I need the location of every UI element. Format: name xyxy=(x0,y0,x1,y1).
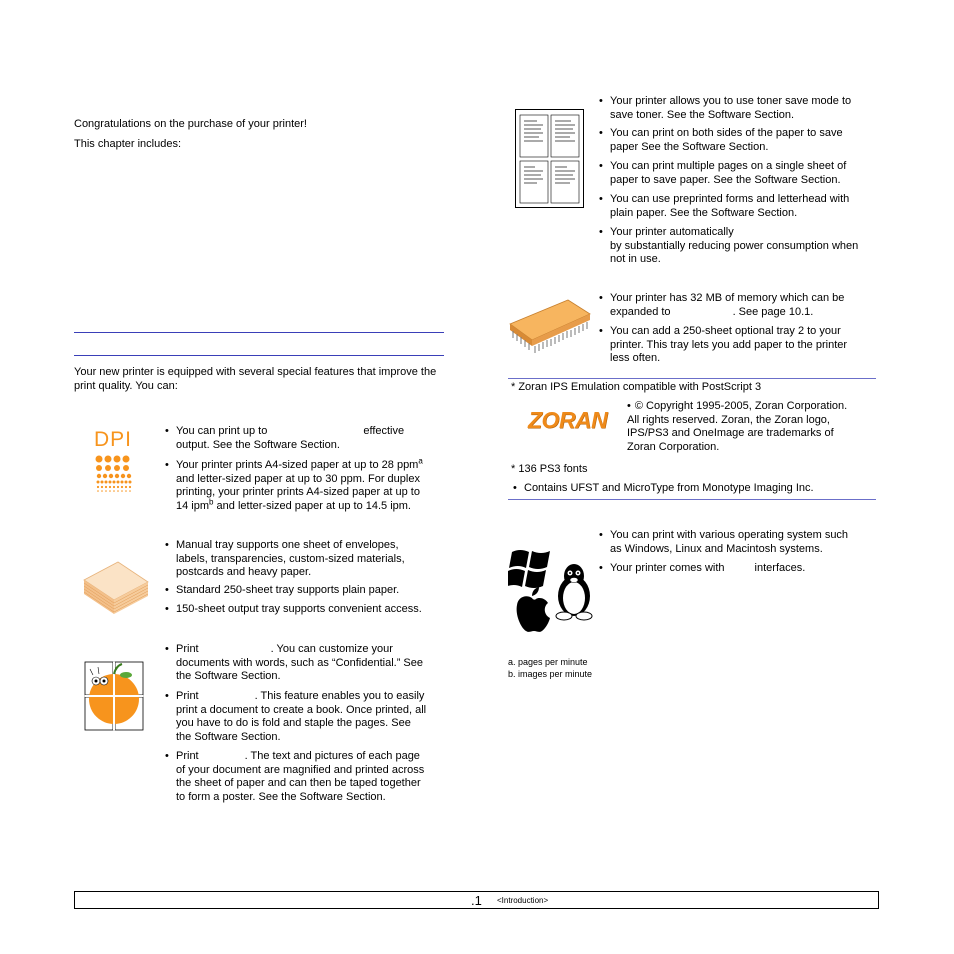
docs-b2-line4: the Software Section. xyxy=(176,730,281,743)
save-b3-line1: You can print multiple pages on a single sheet of xyxy=(610,160,847,172)
ps3-fonts-text: * 136 PS3 fonts xyxy=(511,463,588,475)
features-intro-text: Your new printer is equipped with several special features that improve the print quality. You can: xyxy=(74,366,437,392)
save-b3-line2: paper to save paper. See the Software Section. xyxy=(610,173,841,186)
memory-b1-line2b: . See page 10.1. xyxy=(732,305,814,318)
paper-b2-text: Standard 250-sheet tray supports plain paper. xyxy=(176,584,400,596)
save-b5-line1: Your printer automatically xyxy=(610,226,734,238)
speed-b1-post: effective xyxy=(363,425,405,437)
zoran-copy-line3: IPS/PS3 and OneImage are trademarks of xyxy=(627,427,834,440)
ufst-bullet: • Contains UFST and MicroType from Monotype Imaging Inc. xyxy=(524,482,876,496)
speed-bullet-2: • Your printer prints A4-sized paper at up to 28 ppm$^a$ and letter-sized paper at up to 30 ppm. For duplex printing, your printer prints A4-sized paper at up to 14 ipm$^b$ and letter-sized paper at up to 14.5 ipm. xyxy=(176,459,446,513)
paper-b1-line2: labels, transparencies, custom-sized materials, xyxy=(176,552,405,565)
memory-b2-line2: printer. This tray lets you add paper to the printer xyxy=(610,338,848,351)
memory-chip-icon xyxy=(508,294,592,356)
footnote-b: b. images per minute xyxy=(508,669,593,679)
dpi-label: DPI xyxy=(94,428,133,451)
ufst-text: Contains UFST and MicroType from Monotype Imaging Inc. xyxy=(524,482,814,494)
save-b1-line2: save toner. See the Software Section. xyxy=(610,108,795,121)
paper-bullet-2: • Standard 250-sheet tray supports plain paper. xyxy=(176,584,446,598)
speed-bullet-1: • You can print up to effective output. See the Software Section. xyxy=(176,425,446,452)
memory-bullet-1: • Your printer has 32 MB of memory which can be expanded to . See page 10.1. xyxy=(610,292,880,319)
speed-b1-pre: You can print up to xyxy=(176,425,268,437)
memory-b2-line3: less often. xyxy=(610,352,661,365)
docs-bullet-1: • Print . You can customize your documents with words, such as “Confidential.” See the Software Section. xyxy=(176,643,448,684)
page-footer xyxy=(74,891,879,909)
save-b1-line1: Your printer allows you to use toner save mode to xyxy=(610,95,852,107)
save-bullet-5: • Your printer automatically by substantially reducing power consumption when not in use. xyxy=(610,226,880,267)
memory-b2-line1: You can add a 250-sheet optional tray 2 to your xyxy=(610,325,841,337)
speed-b2-line4a: 14 ipm xyxy=(176,499,210,512)
congrats-text: Congratulations on the purchase of your printer! xyxy=(74,118,307,130)
zoran-logo-text: ZORAN xyxy=(528,407,608,433)
docs-b1-post: . You can customize your xyxy=(270,643,393,655)
section-rule-bottom xyxy=(74,355,444,356)
os-logos-icon xyxy=(508,546,598,634)
docs-b2-line2: print a document to create a book. Once printed, all xyxy=(176,703,427,716)
linux-tux-icon xyxy=(556,564,592,620)
memory-b1-line1: Your printer has 32 MB of memory which can be xyxy=(610,292,845,304)
docs-b2-post: . This feature enables you to easily xyxy=(254,690,425,702)
dpi-icon xyxy=(94,429,136,493)
paper-b3-text: 150-sheet output tray supports convenient access. xyxy=(176,603,422,615)
save-b2-line1: You can print on both sides of the paper to save xyxy=(610,127,843,139)
zoran-copy-line2: All rights reserved. Zoran, the Zoran logo, xyxy=(627,413,830,426)
docs-b2-line3: you have to do is fold and staple the pages. See xyxy=(176,717,411,730)
docs-b1-pre: Print xyxy=(176,643,199,655)
windows-logo-icon xyxy=(508,550,550,588)
apple-logo-icon xyxy=(517,587,550,632)
memory-b1-line2a: expanded to xyxy=(610,305,671,318)
docs-b1-line3: the Software Section. xyxy=(176,670,281,683)
save-bullet-3: • You can print multiple pages on a single sheet of paper to save paper. See the Software Section. xyxy=(610,160,880,187)
page-number: .1 xyxy=(471,893,482,908)
speed-b2-line4b: and letter-sized paper at up to 14.5 ipm. xyxy=(213,499,411,512)
save-b2-line2: paper See the Software Section. xyxy=(610,140,769,153)
save-b4-line1: You can use preprinted forms and letterhead with xyxy=(610,193,850,205)
speed-b1-line2: output. See the Software Section. xyxy=(176,438,340,451)
zoran-copyright: • © Copyright 1995-2005, Zoran Corporation. All rights reserved. Zoran, the Zoran logo, IPS/PS3 and OneImage are trademarks of Zoran Corporation. xyxy=(627,400,877,454)
docs-bullet-2: • Print . This feature enables you to easily print a document to create a book. Once printed, all you have to do is fold and staple the pages. See the Software Section. xyxy=(176,690,448,744)
footnote-mark-b: b xyxy=(209,497,214,507)
paper-b1-line1: Manual tray supports one sheet of envelopes, xyxy=(176,539,399,551)
os-b1-line2: as Windows, Linux and Macintosh systems. xyxy=(610,542,823,555)
os-bullet-1: • You can print with various operating system such as Windows, Linux and Macintosh systems. xyxy=(610,529,880,556)
poster-apple-icon xyxy=(84,661,144,731)
save-b5-line3: not in use. xyxy=(610,253,661,266)
footnote-mark-a: a xyxy=(418,456,423,466)
speed-b2-line1: Your printer prints A4-sized paper at up to 28 ppm xyxy=(176,459,419,471)
section-rule-top xyxy=(74,332,444,333)
speed-b2-line3: printing, your printer prints A4-sized paper at up to xyxy=(176,486,420,499)
docs-b1-line2: documents with words, such as “Confidential.” See xyxy=(176,656,424,669)
save-b5-line2: by substantially reducing power consumption when xyxy=(610,239,859,252)
docs-b2-pre: Print xyxy=(176,690,199,702)
paper-stack-icon xyxy=(82,554,150,616)
save-bullet-2: • You can print on both sides of the paper to save paper See the Software Section. xyxy=(610,127,880,154)
save-bullet-4: • You can use preprinted forms and letterhead with plain paper. See the Software Section. xyxy=(610,193,880,220)
paper-b1-line3: postcards and heavy paper. xyxy=(176,566,312,579)
docs-b3-pre: Print xyxy=(176,750,199,762)
docs-b3-line2: of your document are magnified and printed across xyxy=(176,763,425,776)
multi-page-sheet-icon xyxy=(515,109,585,209)
os-b2-pre: Your printer comes with xyxy=(610,562,725,574)
os-b2-post: interfaces. xyxy=(754,562,806,574)
zoran-note: * Zoran IPS Emulation compatible with PostScript 3 xyxy=(511,381,762,393)
paper-bullet-3: • 150-sheet output tray supports convenient access. xyxy=(176,603,446,617)
halftone-dots-graphic xyxy=(94,455,136,493)
docs-b3-post: . The text and pictures of each page xyxy=(244,750,420,762)
footnote-a: a. pages per minute xyxy=(508,657,588,667)
save-b4-line2: plain paper. See the Software Section. xyxy=(610,206,798,219)
docs-b3-line3: the sheet of paper and can then be taped together xyxy=(176,777,421,790)
paper-bullet-1: • Manual tray supports one sheet of envelopes, labels, transparencies, custom-sized materials, postcards and heavy paper. xyxy=(176,539,446,580)
zoran-rule-top xyxy=(508,378,876,379)
chapter-name: <Introduction> xyxy=(497,896,549,905)
os-bullet-2: • Your printer comes with interfaces. xyxy=(599,562,806,574)
memory-bullet-2: • You can add a 250-sheet optional tray 2 to your printer. This tray lets you add paper to the printer less often. xyxy=(610,325,880,366)
zoran-copy-line1: © Copyright 1995-2005, Zoran Corporation. xyxy=(634,400,848,412)
zoran-rule-bottom xyxy=(508,499,876,500)
speed-b2-line2: and letter-sized paper at up to 30 ppm. For duplex xyxy=(176,472,420,485)
docs-b3-line4: to form a poster. See the Software Section. xyxy=(176,790,386,803)
zoran-logo xyxy=(528,405,620,435)
chapter-includes-text: This chapter includes: xyxy=(74,138,181,150)
docs-bullet-3: • Print . The text and pictures of each page of your document are magnified and printed across the sheet of paper and can then be taped together to form a poster. See the Software Section. xyxy=(176,750,448,804)
save-bullet-1: • Your printer allows you to use toner save mode to save toner. See the Software Section. xyxy=(610,95,880,122)
os-b1-line1: You can print with various operating system such xyxy=(610,529,849,541)
zoran-copy-line4: Zoran Corporation. xyxy=(627,440,720,453)
